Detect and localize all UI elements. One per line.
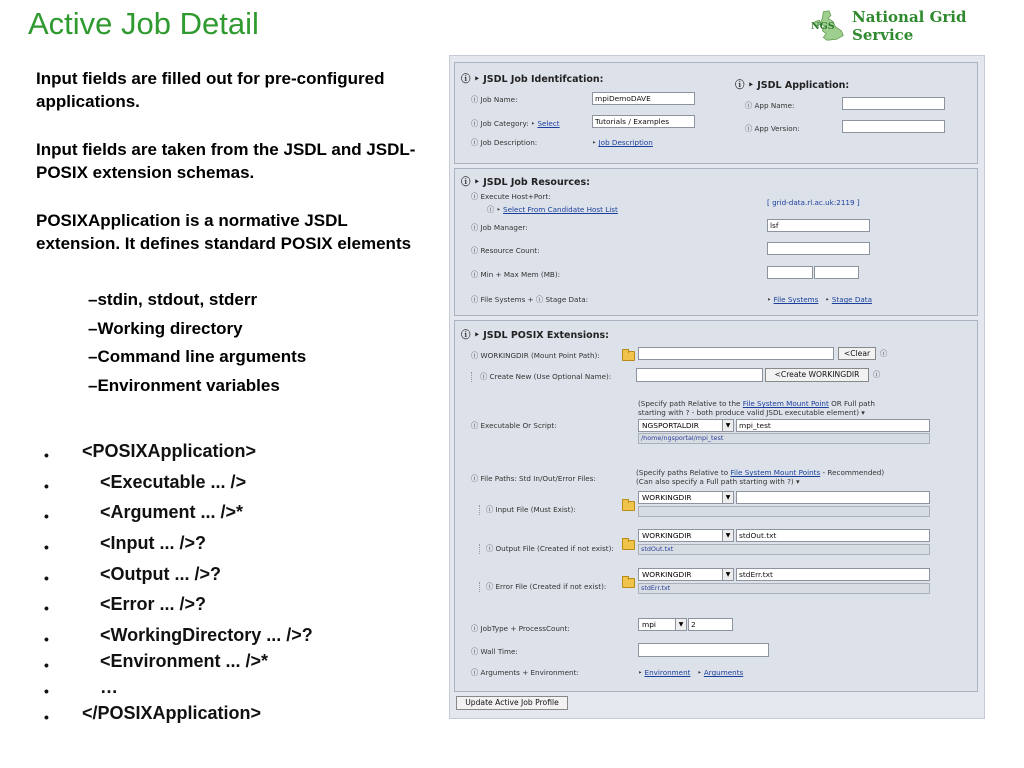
info-icon[interactable]: ⓘ: [461, 177, 471, 188]
application-header: ⓘ ‣ JSDL Application:: [735, 80, 850, 91]
info-icon[interactable]: ⓘ: [471, 119, 479, 128]
jobtype-select[interactable]: mpi ▼: [638, 618, 687, 631]
info-icon[interactable]: ⓘ: [880, 349, 888, 358]
uk-map-icon: [810, 9, 848, 43]
arrow-icon: ‣: [767, 295, 772, 304]
job-category-input[interactable]: Tutorials / Examples: [592, 115, 695, 128]
workingdir-input[interactable]: [638, 347, 834, 360]
input-file-path: [638, 506, 930, 517]
resources-header: ⓘ ‣ JSDL Job Resources:: [461, 177, 590, 188]
input-file-label: ⓘ Input File (Must Exist):: [479, 505, 576, 515]
resource-count-label: ⓘ Resource Count:: [471, 246, 540, 255]
chevron-down-icon: ▼: [722, 492, 733, 503]
fs-mount-point-link[interactable]: File System Mount Point: [742, 399, 829, 408]
bullet: •: [44, 508, 49, 525]
list-item: –Environment variables: [88, 375, 280, 395]
info-icon[interactable]: ⓘ: [471, 351, 479, 360]
info-icon[interactable]: ⓘ: [471, 223, 479, 232]
info-icon[interactable]: ⓘ: [471, 270, 479, 279]
list-item: –Working directory: [88, 318, 243, 338]
output-file-input[interactable]: stdOut.txt: [736, 529, 930, 542]
bullet: •: [44, 447, 49, 463]
info-icon[interactable]: ⓘ: [486, 582, 494, 591]
host-value: [ grid-data.rl.ac.uk:2119 ]: [767, 198, 860, 207]
logo-abbr: NGS: [810, 20, 835, 32]
stage-data-link[interactable]: Stage Data: [831, 295, 873, 304]
folder-icon[interactable]: [622, 578, 635, 588]
create-new-input[interactable]: [636, 368, 763, 382]
info-icon[interactable]: ⓘ: [487, 205, 495, 214]
arguments-link[interactable]: Arguments: [703, 668, 744, 677]
job-name-input[interactable]: mpiDemoDAVE: [592, 92, 695, 105]
executable-path: /home/ngsportal/mpi_test: [638, 433, 930, 444]
error-file-path: stdErr.txt: [638, 583, 930, 594]
minmax-mem-label: ⓘ Min + Max Mem (MB):: [471, 270, 561, 279]
output-dir-select[interactable]: WORKINGDIR ▼: [638, 529, 734, 542]
folder-icon[interactable]: [622, 540, 635, 550]
info-icon[interactable]: ⓘ: [486, 505, 494, 514]
info-icon[interactable]: ⓘ: [873, 370, 881, 379]
app-version-label: ⓘ App Version:: [745, 124, 800, 133]
info-icon[interactable]: ⓘ: [480, 372, 488, 381]
job-detail-form-panel: [449, 55, 985, 719]
input-file-input[interactable]: [736, 491, 930, 504]
job-category-label: ⓘ Job Category: ‣ Select: [471, 119, 560, 128]
select-category-link[interactable]: Select: [537, 119, 560, 128]
arrow-icon: ‣: [592, 138, 597, 147]
error-file-input[interactable]: stdErr.txt: [736, 568, 930, 581]
jobtype-label: ⓘ JobType + ProcessCount:: [471, 624, 570, 633]
workingdir-label: ⓘ WORKINGDIR (Mount Point Path):: [471, 351, 600, 360]
paragraph-2: Input fields are taken from the JSDL and JSDL-POSIX extension schemas.: [36, 140, 416, 182]
list-item: <Argument ... />*: [100, 502, 244, 523]
filesystems-label: ⓘ File Systems + ⓘ Stage Data:: [471, 295, 589, 304]
job-description-link[interactable]: Job Description: [598, 138, 653, 147]
input-dir-select[interactable]: WORKINGDIR ▼: [638, 491, 734, 504]
output-file-label: ⓘ Output File (Created if not exist):: [479, 544, 614, 554]
app-version-input[interactable]: [842, 120, 945, 133]
executable-dir-select[interactable]: NGSPORTALDIR ▼: [638, 419, 734, 432]
info-icon[interactable]: ⓘ: [471, 474, 479, 483]
info-icon[interactable]: ⓘ: [745, 124, 753, 133]
expand-arrow-icon[interactable]: ‣: [473, 74, 480, 85]
info-icon[interactable]: ⓘ: [471, 647, 479, 656]
info-icon[interactable]: ⓘ: [535, 295, 544, 304]
clear-button[interactable]: <Clear: [838, 347, 876, 360]
bullet: •: [44, 600, 49, 617]
list-item: <POSIXApplication>: [82, 441, 257, 461]
walltime-label: ⓘ Wall Time:: [471, 647, 518, 656]
info-icon[interactable]: ⓘ: [461, 74, 471, 85]
list-item: –Command line arguments: [88, 347, 307, 367]
info-icon[interactable]: ⓘ: [461, 330, 471, 341]
paragraph-3: POSIXApplication is a normative JSDL extension. It defines standard POSIX elements: [36, 211, 412, 253]
arrow-icon: ‣: [496, 205, 501, 214]
job-description-label: ⓘ Job Description:: [471, 138, 538, 147]
bullet: •: [44, 477, 49, 494]
info-icon[interactable]: ⓘ: [471, 192, 479, 201]
paths-note-2: (Can also specify a Full path starting with ?) ▾: [636, 477, 800, 486]
list-item: …: [100, 677, 118, 698]
args-env-label: ⓘ Arguments + Environment:: [471, 668, 579, 677]
environment-link[interactable]: Environment: [644, 668, 691, 677]
candidate-host-link[interactable]: Select From Candidate Host List: [503, 205, 618, 214]
info-icon[interactable]: ⓘ: [471, 95, 479, 104]
chevron-down-icon: ▼: [675, 619, 686, 630]
ident-header: ⓘ ‣ JSDL Job Identifcation:: [461, 74, 604, 85]
logo-text: National Grid Service: [851, 8, 967, 44]
walltime-input[interactable]: [638, 643, 769, 657]
posix-header: ⓘ ‣ JSDL POSIX Extensions:: [461, 330, 609, 341]
arrow-icon: ‣: [530, 119, 536, 128]
exec-host-label: ⓘ Execute Host+Port:: [471, 192, 551, 201]
info-icon[interactable]: ⓘ: [471, 138, 479, 147]
expand-arrow-icon[interactable]: ‣: [473, 177, 480, 188]
paths-note: (Specify paths Relative to File System Mount Points - Recommended): [636, 468, 885, 477]
exec-note: (Specify path Relative to the File System Mount Point OR Full path: [638, 399, 875, 408]
info-icon[interactable]: ⓘ: [471, 295, 479, 304]
slide-title: Active Job Detail: [28, 6, 259, 41]
info-icon[interactable]: ⓘ: [471, 421, 479, 430]
update-job-profile-button[interactable]: Update Active Job Profile: [456, 696, 568, 710]
chevron-down-icon: ▼: [722, 569, 733, 580]
list-item: <Executable ... />: [100, 471, 247, 492]
info-icon[interactable]: ⓘ: [486, 544, 494, 553]
info-icon[interactable]: ⓘ: [745, 101, 753, 110]
resource-count-input[interactable]: [767, 242, 870, 255]
arrow-icon: ‣: [825, 295, 830, 304]
app-name-input[interactable]: [842, 97, 945, 110]
fs-mount-points-link[interactable]: File System Mount Points: [730, 468, 821, 477]
bullet: •: [44, 657, 49, 674]
folder-icon[interactable]: [622, 351, 635, 361]
list-item: <Error ... />?: [100, 594, 207, 615]
exec-note-2: starting with ? - both produce valid JSDL executable element) ▾: [638, 408, 865, 417]
arrow-icon: ‣: [697, 668, 702, 677]
error-file-label: ⓘ Error File (Created if not exist):: [479, 582, 606, 592]
list-item: </POSIXApplication>: [82, 703, 262, 724]
list-item: <Input ... />?: [100, 533, 207, 554]
arrow-icon: ‣: [638, 668, 643, 677]
bullet: •: [44, 539, 49, 556]
info-icon[interactable]: ⓘ: [471, 246, 479, 255]
executable-label: ⓘ Executable Or Script:: [471, 421, 557, 430]
bullet: •: [44, 631, 49, 648]
create-workingdir-button[interactable]: <Create WORKINGDIR: [765, 368, 869, 382]
info-icon[interactable]: ⓘ: [471, 624, 479, 633]
output-file-path: stdOut.txt: [638, 544, 930, 555]
expand-arrow-icon[interactable]: ‣: [473, 330, 480, 341]
bullet: •: [44, 569, 49, 586]
executable-input[interactable]: mpi_test: [736, 419, 930, 432]
list-item: –stdin, stdout, stderr: [88, 290, 258, 309]
ngs-logo: [810, 8, 1024, 44]
min-mem-input[interactable]: [767, 266, 813, 279]
chevron-down-icon: ▼: [722, 420, 733, 431]
create-new-label: ⓘ Create New (Use Optional Name):: [471, 372, 611, 382]
list-item: <Environment ... />*: [100, 651, 269, 672]
paragraph-1: Input fields are filled out for pre-configured applications.: [36, 69, 385, 111]
job-manager-label: ⓘ Job Manager:: [471, 223, 528, 232]
bullet: •: [44, 709, 49, 726]
jsdl-identification-section: [454, 62, 978, 164]
job-manager-input[interactable]: lsf: [767, 219, 870, 232]
job-name-label: ⓘ Job Name:: [471, 95, 518, 104]
jsdl-posix-section: [454, 320, 978, 692]
info-icon[interactable]: ⓘ: [471, 668, 479, 677]
posix-elements-list: [88, 286, 306, 400]
list-item: <WorkingDirectory ... />?: [100, 625, 313, 646]
app-name-label: ⓘ App Name:: [745, 101, 795, 110]
folder-icon[interactable]: [622, 501, 635, 511]
list-item: <Output ... />?: [100, 563, 221, 584]
chevron-down-icon: ▼: [722, 530, 733, 541]
jsdl-resources-section: [454, 168, 978, 316]
error-dir-select[interactable]: WORKINGDIR ▼: [638, 568, 734, 581]
expand-arrow-icon[interactable]: ‣: [747, 80, 754, 91]
info-icon[interactable]: ⓘ: [735, 80, 745, 91]
file-systems-link[interactable]: File Systems: [773, 295, 819, 304]
process-count-input[interactable]: 2: [688, 618, 733, 631]
max-mem-input[interactable]: [814, 266, 859, 279]
file-paths-label: ⓘ File Paths: Std In/Out/Error Files:: [471, 474, 596, 483]
bullet: •: [44, 683, 49, 700]
